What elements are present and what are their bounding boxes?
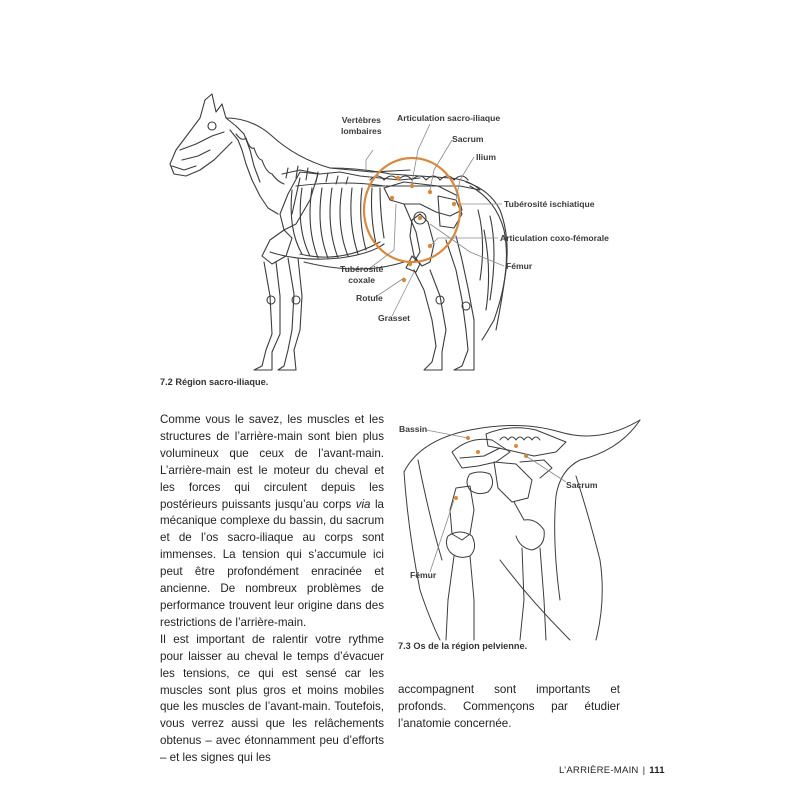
paragraph-3: accompagnent sont importants et profonds. Commençons par étudier l’anatomie concernée. bbox=[398, 683, 620, 730]
footer-separator: | bbox=[642, 765, 646, 776]
label-grasset: Grasset bbox=[378, 313, 411, 323]
label-sacrum-pelvic: Sacrum bbox=[566, 480, 598, 490]
text-column-left bbox=[160, 412, 384, 767]
label-bassin: Bassin bbox=[399, 424, 428, 434]
label-sacrum: Sacrum bbox=[452, 134, 484, 144]
label-tuberosite-coxale: Tubérosité coxale bbox=[340, 264, 384, 285]
text-column-right bbox=[398, 682, 620, 733]
label-femur-pelvic: Fémur bbox=[410, 570, 437, 580]
label-tuberosite-ischiatique: Tubérosité ischiatique bbox=[504, 199, 595, 209]
label-articulation-coxo-femorale: Articulation coxo-fémorale bbox=[500, 233, 609, 243]
page-footer bbox=[559, 765, 665, 776]
label-femur: Fémur bbox=[506, 261, 533, 271]
figure-caption-7-2: 7.2 Région sacro-iliaque. bbox=[160, 377, 269, 387]
page-number: 111 bbox=[649, 765, 665, 776]
figure-caption-7-3: 7.3 Os de la région pelvienne. bbox=[398, 641, 528, 651]
label-articulation-sacro-iliaque: Articulation sacro-iliaque bbox=[397, 113, 501, 123]
running-head: L’ARRIÈRE-MAIN bbox=[559, 765, 639, 776]
label-ilium: Ilium bbox=[476, 152, 497, 162]
paragraph-1: Comme vous le savez, les muscles et les structures de l’arrière-main sont bien plus volumineux que ceux de l’avant-main. L’arrière-main est le moteur du cheval et les forces qui circulent depuis les postérieurs puissants jusqu’au corps via la mécanique complexe du bassin, du sacrum et de l’os sacro-iliaque au corps sont immenses. La tension qui s’accumule ici peut être profondément enracinée et ancienne. De nombreux problèmes de performance trouvent leur origine dans des restrictions de l’arrière-main. bbox=[160, 413, 384, 629]
label-rotule: Rotule bbox=[356, 293, 383, 303]
paragraph-2: Il est important de ralentir votre rythme pour laisser au cheval le temps d’évacuer les tensions, ce qui est sensé car les muscles sont plus gros et moins mobiles que les muscles de l’avant-main. Toutefois, vous verrez aussi que les relâchements obtenus – avec étonnamment peu d’efforts – et les signes qui les bbox=[160, 632, 384, 765]
label-vertebres-lombaires: Vertèbres lombaires bbox=[341, 115, 382, 136]
